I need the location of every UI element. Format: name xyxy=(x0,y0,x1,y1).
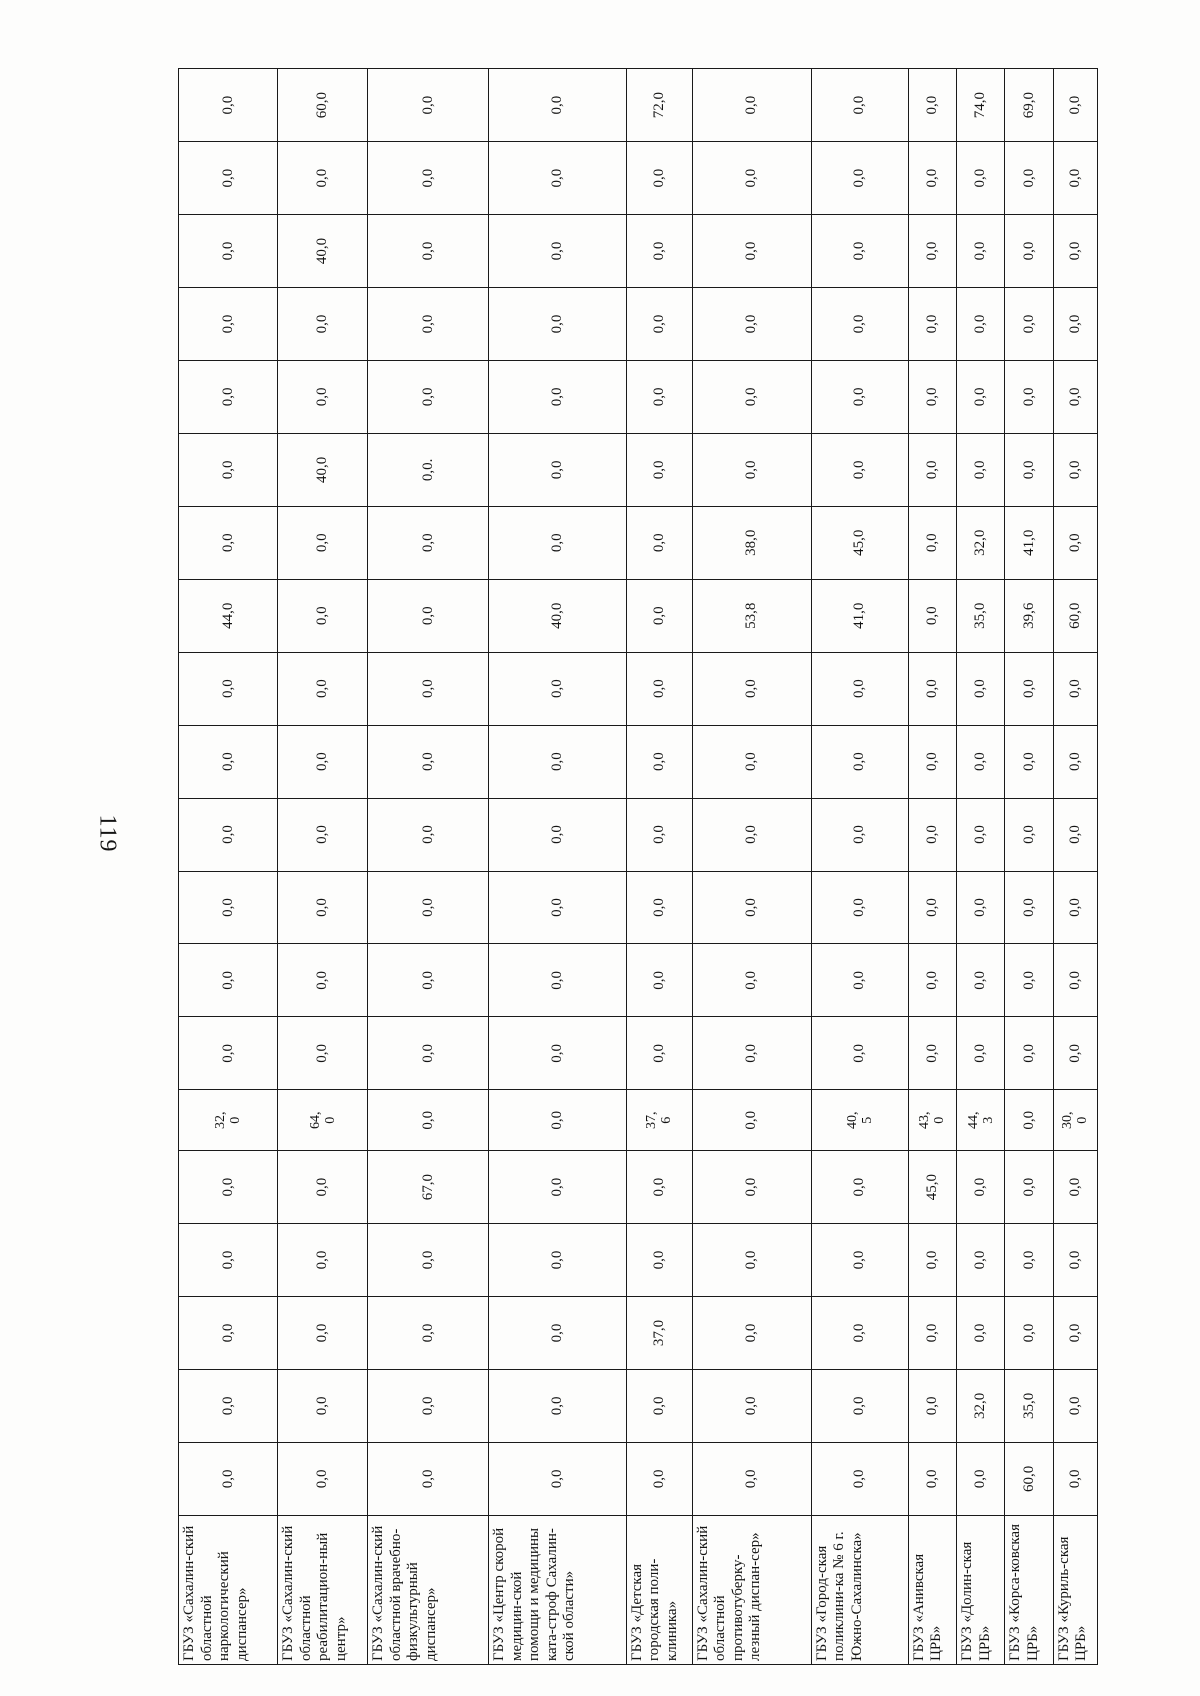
value-cell: 0,0 xyxy=(957,1442,1005,1515)
value-cell: 0,0 xyxy=(368,215,489,288)
value-cell: 0,0 xyxy=(626,725,692,798)
value-cell: 0,0 xyxy=(1053,1151,1097,1224)
value-cell: 0,0 xyxy=(1005,1090,1053,1151)
value-cell: 0,0 xyxy=(1053,1017,1097,1090)
value-cell: 0,0 xyxy=(626,288,692,361)
value-cell: 0,0 xyxy=(489,871,627,944)
value-cell: 74,0 xyxy=(957,69,1005,142)
institution-name: ГБУЗ «Долин-ская ЦРБ» xyxy=(957,1515,1005,1664)
value-cell: 0,0 xyxy=(957,360,1005,433)
value-cell: 0,0 xyxy=(489,506,627,579)
value-cell: 0,0 xyxy=(489,1296,627,1369)
value-cell-part: 43, xyxy=(917,1111,933,1129)
value-cell: 0,0 xyxy=(811,652,908,725)
value-cell: 53,8 xyxy=(692,579,811,652)
value-cell: 60,0 xyxy=(1053,579,1097,652)
value-cell: 0,0 xyxy=(368,142,489,215)
value-cell: 0,0 xyxy=(908,652,956,725)
value-cell: 0,0 xyxy=(957,1151,1005,1224)
value-cell: 0,0 xyxy=(692,142,811,215)
value-cell: 45,0 xyxy=(908,1151,956,1224)
value-cell: 0,0 xyxy=(1053,142,1097,215)
value-cell: 0,0 xyxy=(957,1017,1005,1090)
value-cell: 0,0 xyxy=(1053,506,1097,579)
value-cell xyxy=(908,1090,956,1151)
value-cell: 0,0 xyxy=(1005,142,1053,215)
value-cell: 0,0 xyxy=(1005,1151,1053,1224)
value-cell: 0,0 xyxy=(811,433,908,506)
value-cell: 0,0 xyxy=(278,1369,368,1442)
value-cell: 39,6 xyxy=(1005,579,1053,652)
value-cell: 0,0 xyxy=(1005,652,1053,725)
value-cell: 0,0 xyxy=(626,1369,692,1442)
value-cell-part: 0 xyxy=(1075,1116,1091,1124)
value-cell: 0,0 xyxy=(179,506,278,579)
value-cell: 0,0 xyxy=(908,871,956,944)
value-cell: 0,0 xyxy=(908,288,956,361)
institution-name: ГБУЗ «Сахалин-ский областной реабилитацион-ный центр» xyxy=(278,1515,368,1664)
value-cell: 0,0 xyxy=(179,1296,278,1369)
value-cell: 0,0 xyxy=(489,1151,627,1224)
institution-name: ГБУЗ «Город-ская поликлини-ка № 6 г. Южно-Сахалинска» xyxy=(811,1515,908,1664)
value-cell: 0,0 xyxy=(1005,360,1053,433)
value-cell: 0,0 xyxy=(811,944,908,1017)
rotated-table-wrapper xyxy=(178,68,1098,1665)
value-cell: 44,0 xyxy=(179,579,278,652)
value-cell: 0,0 xyxy=(811,1296,908,1369)
institution-name: ГБУЗ «Корса-ковская ЦРБ» xyxy=(1005,1515,1053,1664)
value-cell: 0,0 xyxy=(811,1017,908,1090)
value-cell: 0,0 xyxy=(368,288,489,361)
value-cell: 0,0 xyxy=(908,1017,956,1090)
table-row xyxy=(626,69,692,1665)
value-cell: 72,0 xyxy=(626,69,692,142)
value-cell: 0,0 xyxy=(179,725,278,798)
value-cell: 0,0 xyxy=(692,215,811,288)
table-row xyxy=(692,69,811,1665)
value-cell: 0,0 xyxy=(179,69,278,142)
value-cell: 0,0 xyxy=(1053,652,1097,725)
page-number: 119 xyxy=(94,814,121,853)
value-cell xyxy=(179,1090,278,1151)
value-cell: 0,0 xyxy=(368,69,489,142)
table-row xyxy=(179,69,278,1665)
value-cell: 0,0. xyxy=(368,433,489,506)
value-cell: 0,0 xyxy=(368,1442,489,1515)
value-cell: 0,0 xyxy=(368,871,489,944)
value-cell: 0,0 xyxy=(626,798,692,871)
institution-name: ГБУЗ «Куриль-ская ЦРБ» xyxy=(1053,1515,1097,1664)
value-cell: 0,0 xyxy=(278,1442,368,1515)
value-cell: 0,0 xyxy=(692,652,811,725)
value-cell: 0,0 xyxy=(626,433,692,506)
value-cell: 0,0 xyxy=(957,433,1005,506)
value-cell: 0,0 xyxy=(908,142,956,215)
value-cell: 40,0 xyxy=(489,579,627,652)
value-cell: 0,0 xyxy=(489,69,627,142)
value-cell: 0,0 xyxy=(1005,871,1053,944)
value-cell-part: 37, xyxy=(644,1111,660,1129)
value-cell: 0,0 xyxy=(908,725,956,798)
value-cell: 0,0 xyxy=(489,798,627,871)
value-cell: 0,0 xyxy=(179,871,278,944)
value-cell: 0,0 xyxy=(1053,288,1097,361)
value-cell: 40,0 xyxy=(278,215,368,288)
value-cell: 0,0 xyxy=(179,215,278,288)
value-cell: 0,0 xyxy=(626,506,692,579)
table-row xyxy=(1005,69,1053,1665)
value-cell: 0,0 xyxy=(1005,725,1053,798)
value-cell: 0,0 xyxy=(1053,1369,1097,1442)
value-cell: 0,0 xyxy=(692,1442,811,1515)
value-cell-part: 32, xyxy=(213,1111,229,1129)
value-cell: 0,0 xyxy=(908,944,956,1017)
value-cell: 60,0 xyxy=(278,69,368,142)
value-cell: 0,0 xyxy=(957,944,1005,1017)
value-cell: 0,0 xyxy=(957,288,1005,361)
value-cell: 45,0 xyxy=(811,506,908,579)
value-cell: 0,0 xyxy=(278,1224,368,1297)
value-cell: 0,0 xyxy=(489,215,627,288)
institution-name: ГБУЗ «Центр скорой медицин-ской помощи и медицины ката-строф Сахалин-ской области» xyxy=(489,1515,627,1664)
value-cell: 0,0 xyxy=(811,798,908,871)
value-cell: 0,0 xyxy=(626,652,692,725)
value-cell: 35,0 xyxy=(957,579,1005,652)
value-cell: 0,0 xyxy=(692,725,811,798)
value-cell: 0,0 xyxy=(692,1296,811,1369)
value-cell-part: 0 xyxy=(322,1116,338,1124)
value-cell: 0,0 xyxy=(489,360,627,433)
value-cell: 0,0 xyxy=(489,725,627,798)
value-cell: 0,0 xyxy=(811,360,908,433)
table-row xyxy=(278,69,368,1665)
value-cell: 0,0 xyxy=(908,506,956,579)
value-cell: 0,0 xyxy=(692,433,811,506)
value-cell: 0,0 xyxy=(1005,288,1053,361)
value-cell: 0,0 xyxy=(1005,1224,1053,1297)
value-cell: 0,0 xyxy=(1053,1442,1097,1515)
value-cell: 0,0 xyxy=(1005,1017,1053,1090)
value-cell: 0,0 xyxy=(489,288,627,361)
value-cell: 0,0 xyxy=(278,652,368,725)
value-cell-part: 64, xyxy=(307,1111,323,1129)
value-cell: 0,0 xyxy=(1053,433,1097,506)
value-cell: 0,0 xyxy=(368,1369,489,1442)
value-cell: 0,0 xyxy=(692,360,811,433)
value-cell: 38,0 xyxy=(692,506,811,579)
value-cell: 0,0 xyxy=(626,1017,692,1090)
value-cell: 0,0 xyxy=(957,215,1005,288)
value-cell: 0,0 xyxy=(626,579,692,652)
value-cell: 0,0 xyxy=(957,1296,1005,1369)
value-cell: 0,0 xyxy=(692,871,811,944)
value-cell: 0,0 xyxy=(278,360,368,433)
value-cell: 0,0 xyxy=(811,871,908,944)
value-cell: 0,0 xyxy=(1053,215,1097,288)
value-cell: 0,0 xyxy=(811,1224,908,1297)
value-cell: 0,0 xyxy=(179,360,278,433)
value-cell: 0,0 xyxy=(368,1017,489,1090)
value-cell: 0,0 xyxy=(957,652,1005,725)
value-cell: 0,0 xyxy=(278,944,368,1017)
value-cell: 0,0 xyxy=(811,69,908,142)
value-cell: 0,0 xyxy=(368,1224,489,1297)
value-cell-part: 44, xyxy=(965,1111,981,1129)
value-cell: 0,0 xyxy=(1005,798,1053,871)
value-cell: 0,0 xyxy=(692,1017,811,1090)
table-row xyxy=(957,69,1005,1665)
value-cell: 0,0 xyxy=(179,798,278,871)
value-cell: 67,0 xyxy=(368,1151,489,1224)
value-cell xyxy=(626,1090,692,1151)
value-cell: 0,0 xyxy=(908,579,956,652)
value-cell: 69,0 xyxy=(1005,69,1053,142)
value-cell: 0,0 xyxy=(278,798,368,871)
value-cell: 0,0 xyxy=(692,288,811,361)
value-cell: 41,0 xyxy=(1005,506,1053,579)
value-cell: 0,0 xyxy=(692,69,811,142)
value-cell: 0,0 xyxy=(179,1151,278,1224)
value-cell: 0,0 xyxy=(179,1369,278,1442)
value-cell: 0,0 xyxy=(1053,1296,1097,1369)
value-cell: 0,0 xyxy=(957,1224,1005,1297)
value-cell: 0,0 xyxy=(811,725,908,798)
value-cell: 0,0 xyxy=(179,433,278,506)
value-cell: 0,0 xyxy=(278,506,368,579)
value-cell: 0,0 xyxy=(368,798,489,871)
value-cell: 0,0 xyxy=(692,1151,811,1224)
value-cell: 0,0 xyxy=(278,142,368,215)
table-row xyxy=(1053,69,1097,1665)
value-cell-part: 6 xyxy=(659,1116,675,1124)
value-cell: 0,0 xyxy=(1053,798,1097,871)
value-cell: 0,0 xyxy=(908,69,956,142)
value-cell: 0,0 xyxy=(692,1224,811,1297)
value-cell: 0,0 xyxy=(368,725,489,798)
value-cell: 0,0 xyxy=(626,1442,692,1515)
value-cell xyxy=(811,1090,908,1151)
value-cell: 0,0 xyxy=(626,142,692,215)
value-cell: 0,0 xyxy=(489,433,627,506)
value-cell: 0,0 xyxy=(908,1296,956,1369)
value-cell-part: 30, xyxy=(1060,1111,1076,1129)
value-cell: 0,0 xyxy=(626,871,692,944)
value-cell: 0,0 xyxy=(489,944,627,1017)
value-cell: 0,0 xyxy=(692,944,811,1017)
value-cell: 0,0 xyxy=(811,1442,908,1515)
value-cell: 0,0 xyxy=(811,1151,908,1224)
value-cell: 0,0 xyxy=(278,725,368,798)
institution-name: ГБУЗ «Сахалин-ский областной противотуберку-лезный диспан-сер» xyxy=(692,1515,811,1664)
value-cell-part: 0 xyxy=(228,1116,244,1124)
institution-name: ГБУЗ «Сахалин-ский областной врачебно-физкультурный диспансер» xyxy=(368,1515,489,1664)
value-cell: 0,0 xyxy=(179,944,278,1017)
value-cell: 0,0 xyxy=(368,944,489,1017)
value-cell: 0,0 xyxy=(368,1090,489,1151)
value-cell: 0,0 xyxy=(179,288,278,361)
value-cell: 0,0 xyxy=(278,579,368,652)
value-cell: 0,0 xyxy=(1053,69,1097,142)
value-cell: 0,0 xyxy=(908,1442,956,1515)
value-cell: 0,0 xyxy=(278,1151,368,1224)
value-cell-part: 0 xyxy=(932,1116,948,1124)
value-cell: 0,0 xyxy=(811,142,908,215)
table-row xyxy=(908,69,956,1665)
value-cell: 0,0 xyxy=(957,871,1005,944)
value-cell: 0,0 xyxy=(489,652,627,725)
value-cell: 0,0 xyxy=(811,1369,908,1442)
value-cell: 0,0 xyxy=(811,215,908,288)
value-cell: 0,0 xyxy=(811,288,908,361)
value-cell: 0,0 xyxy=(1005,1296,1053,1369)
value-cell: 0,0 xyxy=(908,1369,956,1442)
value-cell: 0,0 xyxy=(626,215,692,288)
value-cell: 0,0 xyxy=(278,1296,368,1369)
value-cell: 37,0 xyxy=(626,1296,692,1369)
value-cell: 0,0 xyxy=(1053,360,1097,433)
value-cell: 40,0 xyxy=(278,433,368,506)
value-cell: 0,0 xyxy=(368,360,489,433)
value-cell: 0,0 xyxy=(692,1090,811,1151)
value-cell: 0,0 xyxy=(179,1442,278,1515)
value-cell: 0,0 xyxy=(179,1224,278,1297)
value-cell: 0,0 xyxy=(908,798,956,871)
value-cell: 0,0 xyxy=(179,652,278,725)
value-cell: 0,0 xyxy=(1005,433,1053,506)
table-row xyxy=(811,69,908,1665)
value-cell: 0,0 xyxy=(908,215,956,288)
value-cell: 32,0 xyxy=(957,506,1005,579)
value-cell: 0,0 xyxy=(626,360,692,433)
value-cell: 0,0 xyxy=(957,725,1005,798)
value-cell: 0,0 xyxy=(489,142,627,215)
value-cell: 60,0 xyxy=(1005,1442,1053,1515)
value-cell: 41,0 xyxy=(811,579,908,652)
table-row xyxy=(489,69,627,1665)
hospital-values-table xyxy=(178,68,1098,1665)
value-cell: 0,0 xyxy=(1005,944,1053,1017)
value-cell: 0,0 xyxy=(626,1224,692,1297)
value-cell: 0,0 xyxy=(908,360,956,433)
institution-name: ГБУЗ «Детская городская поли-клиника» xyxy=(626,1515,692,1664)
value-cell: 0,0 xyxy=(278,288,368,361)
value-cell: 0,0 xyxy=(1005,215,1053,288)
value-cell-part: 3 xyxy=(980,1116,996,1124)
value-cell: 0,0 xyxy=(957,798,1005,871)
value-cell-part: 40, xyxy=(844,1111,860,1129)
value-cell xyxy=(957,1090,1005,1151)
value-cell: 35,0 xyxy=(1005,1369,1053,1442)
value-cell: 0,0 xyxy=(489,1090,627,1151)
table-body xyxy=(179,69,1098,1665)
value-cell: 0,0 xyxy=(278,1017,368,1090)
value-cell: 0,0 xyxy=(489,1224,627,1297)
value-cell: 0,0 xyxy=(1053,725,1097,798)
value-cell: 0,0 xyxy=(692,798,811,871)
value-cell: 0,0 xyxy=(368,1296,489,1369)
value-cell: 0,0 xyxy=(489,1017,627,1090)
value-cell: 0,0 xyxy=(489,1442,627,1515)
value-cell: 0,0 xyxy=(692,1369,811,1442)
value-cell: 32,0 xyxy=(957,1369,1005,1442)
table-row xyxy=(368,69,489,1665)
value-cell: 0,0 xyxy=(908,1224,956,1297)
value-cell: 0,0 xyxy=(368,652,489,725)
value-cell: 0,0 xyxy=(179,142,278,215)
institution-name: ГБУЗ «Анивская ЦРБ» xyxy=(908,1515,956,1664)
value-cell: 0,0 xyxy=(368,579,489,652)
value-cell: 0,0 xyxy=(908,433,956,506)
value-cell: 0,0 xyxy=(1053,944,1097,1017)
value-cell-part: 5 xyxy=(859,1116,875,1124)
value-cell: 0,0 xyxy=(278,871,368,944)
institution-name: ГБУЗ «Сахалин-ский областной наркологический диспансер» xyxy=(179,1515,278,1664)
value-cell: 0,0 xyxy=(368,506,489,579)
value-cell: 0,0 xyxy=(626,1151,692,1224)
value-cell: 0,0 xyxy=(179,1017,278,1090)
value-cell xyxy=(278,1090,368,1151)
value-cell: 0,0 xyxy=(1053,871,1097,944)
value-cell: 0,0 xyxy=(626,944,692,1017)
value-cell: 0,0 xyxy=(489,1369,627,1442)
value-cell: 0,0 xyxy=(957,142,1005,215)
value-cell xyxy=(1053,1090,1097,1151)
value-cell: 0,0 xyxy=(1053,1224,1097,1297)
